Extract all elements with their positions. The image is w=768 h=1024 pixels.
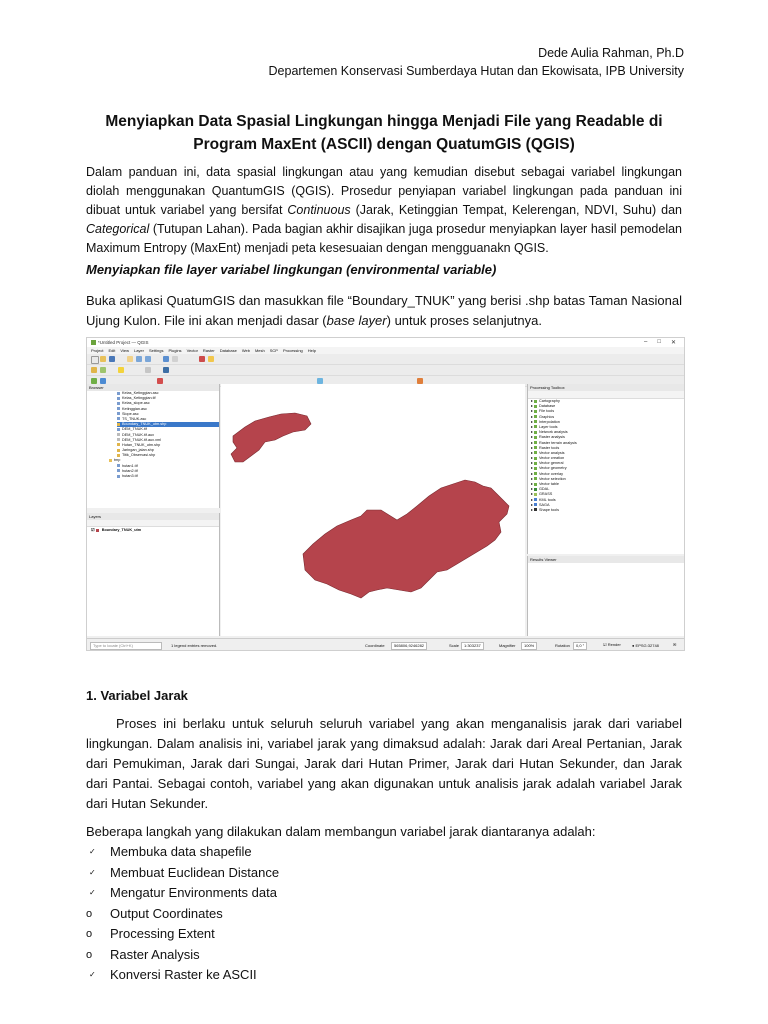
- coordinate-label: Coordinate: [365, 643, 385, 648]
- browser-item[interactable]: Hutan_TNUK_utm.shp: [117, 443, 219, 448]
- tool-group-icon: [534, 410, 537, 413]
- status-message: 1 legend entries removed.: [171, 643, 218, 648]
- raster-icon: [117, 397, 120, 400]
- tool-group-icon: [534, 431, 537, 434]
- toolbox-item[interactable]: ▸ Vector table: [531, 482, 560, 486]
- tool-group-icon: [534, 436, 537, 439]
- gdal-icon: [534, 488, 537, 491]
- kml-icon: [534, 498, 537, 501]
- toolbox-item[interactable]: ▸ Vector geometry: [531, 466, 567, 471]
- layer-symbol-icon: [96, 529, 99, 532]
- browser-item[interactable]: Slope.asc: [117, 412, 219, 417]
- qgis-window-title: *Untitled Project — QGIS: [98, 340, 149, 345]
- tool-group-icon: [534, 457, 537, 460]
- scale-label: Scale: [449, 643, 460, 648]
- toolbox-search[interactable]: [528, 391, 685, 399]
- tool-group-icon: [534, 425, 537, 428]
- step-text: Konversi Raster ke ASCII: [110, 967, 257, 982]
- close-icon[interactable]: ✕: [670, 340, 676, 346]
- save-project-icon[interactable]: [109, 356, 115, 362]
- browser-item[interactable]: Titik_Observasi.shp: [117, 453, 219, 458]
- toolbox-item[interactable]: ▸ Vector overlay: [531, 471, 564, 476]
- menu-database[interactable]: Database: [219, 348, 237, 353]
- list-item: [86, 904, 279, 925]
- select-icon[interactable]: [118, 367, 124, 373]
- browser-item[interactable]: TS_TNUK.asc: [117, 417, 219, 422]
- coordinate-value[interactable]: 565806,9246282: [391, 642, 427, 650]
- menu-web[interactable]: Web: [241, 348, 250, 353]
- folder-icon: [109, 459, 112, 462]
- toolbox-item[interactable]: ▸ GRASS: [531, 492, 553, 497]
- vector-icon: [117, 454, 120, 457]
- boundary-polygon-map: [221, 384, 525, 636]
- menu-mesh[interactable]: Mesh: [254, 348, 265, 353]
- title-line-1: Menyiapkan Data Spasial Lingkungan hingga Menjadi File yang Readable di: [105, 113, 663, 130]
- tool-group-icon: [534, 451, 537, 454]
- tool-group-icon: [534, 400, 537, 403]
- author-name: Dede Aulia Rahman, Ph.D: [538, 46, 684, 60]
- layer-item[interactable]: [87, 527, 219, 532]
- menu-view[interactable]: View: [120, 348, 129, 353]
- steps-intro: Beberapa langkah yang dilakukan dalam membangun variabel jarak diantaranya adalah:: [86, 824, 596, 839]
- list-item: [86, 924, 279, 945]
- browser-panel: [87, 384, 220, 508]
- intro-continuous: Continuous: [287, 203, 351, 217]
- step-text: Output Coordinates: [110, 905, 223, 921]
- step-text: Membuka data shapefile: [110, 844, 252, 859]
- tool-group-icon: [534, 446, 537, 449]
- minimize-icon[interactable]: –: [644, 339, 648, 345]
- raster-icon: [117, 428, 120, 431]
- processing-toolbox-panel: [527, 384, 685, 554]
- digitize-icon[interactable]: [100, 367, 106, 373]
- raster-icon: [117, 464, 120, 467]
- raster-icon: [117, 402, 120, 405]
- status-bar: [87, 638, 684, 651]
- raster-icon: [117, 407, 120, 410]
- intro-paragraph: [86, 163, 682, 258]
- layers-panel-title: Layers: [87, 513, 219, 520]
- list-item: [86, 965, 279, 986]
- toolbox-item[interactable]: ▸ Interpolation: [531, 419, 560, 424]
- checkmark-bullet-icon: ✓: [89, 847, 96, 856]
- file-icon: [117, 433, 120, 436]
- rotation-value[interactable]: 0,0 °: [573, 642, 587, 650]
- menu-layer[interactable]: Layer: [133, 348, 144, 353]
- menu-processing[interactable]: Processing: [282, 348, 303, 353]
- globe-icon: ●: [632, 643, 635, 648]
- intro-text-1: Dalam panduan ini, data spasial lingkungan atau yang kemudian disebut sebagai variabel lingkungan diolah menggunakan QuantumGIS (QGIS). Prosedur penyiapan variabel lingkungan pada panduan ini dibuat untuk variabel yang bersifat: [86, 165, 682, 217]
- tool-group-icon: [534, 467, 537, 470]
- browser-item[interactable]: DEM_TNUK.tif.aux: [117, 433, 219, 438]
- messages-icon[interactable]: ✉: [673, 642, 677, 647]
- layers-toolbar: [87, 520, 219, 527]
- open-project-icon[interactable]: [100, 356, 106, 362]
- step-text: Membuat Euclidean Distance: [110, 864, 280, 880]
- scale-value[interactable]: 1:303237: [461, 642, 484, 650]
- step-text: Processing Extent: [110, 926, 215, 941]
- section-1-paragraph: Proses ini berlaku untuk seluruh seluruh variabel yang akan menganalisis jarak dari variabel lingkungan. Dalam analisis ini, variabel jarak yang dimaksud adalah: Jarak dari Areal Pertanian, Jarak dari Pemukiman, Jarak dari Sungai, Jarak dari Hutan Primer, Jarak dari Hutan Sekunder, dan Jarak dari Pantai. Sebagai contoh, variabel yang akan digunakan untuk analisis jarak adalah variabel Jarak dari Hutan Sekunder.: [86, 716, 682, 811]
- vector-icon: [117, 443, 120, 446]
- browser-item-selected[interactable]: Boundary_TNUK_utm.shp: [117, 422, 219, 427]
- toolbox-item[interactable]: ▸ Shape tools: [531, 507, 560, 512]
- menu-scp[interactable]: SCP: [269, 348, 278, 353]
- peucang-island-polygon: [231, 413, 311, 462]
- toolbar-row-1: [87, 354, 684, 365]
- toolbox-item[interactable]: ▸ Cartography: [531, 399, 560, 403]
- pan-icon[interactable]: [127, 356, 133, 362]
- toolbox-item[interactable]: ▸ KML tools: [531, 497, 556, 502]
- toolbox-item[interactable]: ▸ Database: [531, 404, 556, 409]
- maximize-icon[interactable]: □: [657, 339, 661, 345]
- subheading: Menyiapkan file layer variabel lingkungan (environmental variable): [86, 262, 497, 277]
- open-file-text-1: Buka aplikasi QuatumGIS dan masukkan file “Boundary_TNUK” yang berisi .shp batas Taman Nasional Ujung Kulon. File ini akan menjadi dasar (: [86, 293, 682, 328]
- toolbox-item[interactable]: ▸ Raster terrain analysis: [531, 440, 577, 445]
- browser-item[interactable]: hutan3.tif: [117, 474, 219, 479]
- title-line-2: Program MaxEnt (ASCII) dengan QuatumGIS (QGIS): [193, 136, 575, 153]
- intro-categorical: Categorical: [86, 222, 150, 236]
- new-project-icon[interactable]: [91, 356, 99, 364]
- menu-raster[interactable]: Raster: [202, 348, 215, 353]
- step-text: Mengatur Environments data: [110, 885, 277, 900]
- checkbox-checked-icon[interactable]: ☑: [91, 527, 95, 532]
- toolbox-item[interactable]: ▸ Vector general: [531, 461, 564, 466]
- list-item: [86, 945, 279, 966]
- tool-group-icon: [534, 405, 537, 408]
- sum-icon[interactable]: [199, 356, 205, 362]
- locator-search-input[interactable]: Type to locate (Ctrl+K): [90, 642, 162, 650]
- tool-group-icon: [534, 483, 537, 486]
- section-1-heading: 1. Variabel Jarak: [86, 688, 188, 703]
- tool-group-icon: [534, 415, 537, 418]
- ujung-kulon-peninsula-polygon: [303, 480, 509, 598]
- qgis-logo-icon: [91, 340, 96, 345]
- toolbox-item[interactable]: ▸ Layer tools: [531, 424, 558, 429]
- browser-folder[interactable]: tmp: [109, 458, 219, 463]
- shape-tools-icon: [534, 508, 537, 511]
- python-icon[interactable]: [163, 367, 169, 373]
- tool-group-icon: [534, 420, 537, 423]
- raster-icon: [117, 412, 120, 415]
- toolbox-item[interactable]: ▸ Vector creation: [531, 456, 565, 461]
- open-file-base-layer: base layer: [326, 313, 387, 328]
- browser-item[interactable]: Kelas_Ketinggian.asc: [117, 391, 219, 396]
- toolbox-item[interactable]: ▸ GDAL: [531, 487, 550, 492]
- toolbox-item[interactable]: ▸ Vector selection: [531, 476, 566, 481]
- browser-tree: [87, 391, 219, 479]
- raster-icon: [117, 417, 120, 420]
- intro-text-3: (Tutupan Lahan). Pada bagian akhir disajikan juga prosedur menyiapkan layer hasil pemodelan Maximum Entropy (MaxEnt) menjadi peta kesesuaian dengan mengguanakn QGIS.: [86, 222, 682, 255]
- zoom-out-icon[interactable]: [145, 356, 151, 362]
- vector-icon: [117, 423, 120, 426]
- zoom-in-icon[interactable]: [136, 356, 142, 362]
- label-icon[interactable]: [145, 367, 151, 373]
- browser-item[interactable]: hutan2.tif: [117, 469, 219, 474]
- toolbar-row-2: [87, 365, 684, 376]
- layers-panel: [87, 513, 220, 636]
- tool-group-icon: [534, 462, 537, 465]
- browser-item[interactable]: Ketinggian.asc: [117, 407, 219, 412]
- open-file-text-2: ) untuk proses selanjutnya.: [386, 313, 542, 328]
- checkmark-bullet-icon: ✓: [89, 867, 96, 877]
- tool-group-icon: [534, 441, 537, 444]
- render-checkbox[interactable]: ☑ Render: [603, 642, 621, 647]
- circle-bullet-icon: o: [86, 907, 93, 920]
- author-affiliation: Departemen Konservasi Sumberdaya Hutan dan Ekowisata, IPB University: [268, 64, 684, 78]
- list-item: [86, 842, 279, 863]
- qgis-menubar: [87, 347, 684, 354]
- toolbox-item[interactable]: ▸ File tools: [531, 409, 555, 414]
- toolbox-item[interactable]: ▸ Raster analysis: [531, 435, 565, 440]
- toolbox-item[interactable]: ▸ Graphics: [531, 414, 555, 419]
- checkmark-bullet-icon: ✓: [89, 970, 96, 979]
- browser-item[interactable]: DEM_TNUK.tif.aux.xml: [117, 438, 219, 443]
- raster-icon: [117, 475, 120, 478]
- toolbox-item[interactable]: ▸ Network analysis: [531, 430, 568, 435]
- results-viewer-panel: [527, 556, 685, 636]
- map-tips-icon[interactable]: [208, 356, 214, 362]
- tool-group-icon: [534, 477, 537, 480]
- layer-name: Boundary_TNUK_utm: [101, 528, 142, 532]
- browser-item[interactable]: DEM_TNUK.tif: [117, 427, 219, 432]
- measure-icon[interactable]: [172, 356, 178, 362]
- browser-item[interactable]: Kelas_Ketinggian.tif: [117, 396, 219, 401]
- menu-vector[interactable]: Vector: [186, 348, 198, 353]
- browser-panel-title: Browser: [87, 384, 219, 391]
- saga-icon: [534, 503, 537, 506]
- rotation-label: Rotation: [555, 643, 570, 648]
- toolbox-item[interactable]: ▸ Vector analysis: [531, 450, 565, 455]
- map-canvas[interactable]: [221, 384, 525, 636]
- grass-icon: [534, 493, 537, 496]
- circle-bullet-icon: o: [86, 948, 93, 961]
- menu-settings[interactable]: Settings: [148, 348, 164, 353]
- step-text: Raster Analysis: [110, 946, 200, 962]
- menu-plugins[interactable]: Plugins: [168, 348, 182, 353]
- qgis-screenshot: [86, 337, 685, 651]
- steps-list: [86, 842, 279, 986]
- raster-icon: [117, 392, 120, 395]
- crs-button[interactable]: ● EPSG:32748: [632, 643, 659, 648]
- magnifier-label: Magnifier: [499, 643, 516, 648]
- list-item: [86, 883, 279, 904]
- tool-group-icon: [534, 472, 537, 475]
- toolbox-title: Processing Toolbox: [528, 384, 685, 391]
- results-viewer-title: Results Viewer: [528, 556, 685, 563]
- menu-edit[interactable]: Edit: [108, 348, 116, 353]
- menu-help[interactable]: Help: [307, 348, 317, 353]
- toolbox-tree: [528, 399, 685, 513]
- browser-item[interactable]: hutan1.tif: [117, 464, 219, 469]
- browser-item[interactable]: Kelas_slope.asc: [117, 401, 219, 406]
- raster-icon: [117, 469, 120, 472]
- magnifier-value[interactable]: 100%: [521, 642, 537, 650]
- list-item: [86, 863, 279, 884]
- circle-bullet-icon: o: [86, 928, 93, 940]
- toolbox-item[interactable]: ▸ SAGA: [531, 502, 550, 507]
- open-file-paragraph: [86, 291, 682, 331]
- document-title: [86, 110, 682, 156]
- author-block: [269, 44, 684, 80]
- checkmark-bullet-icon: ✓: [89, 888, 96, 897]
- browser-item[interactable]: Jaringan_jalan.shp: [117, 448, 219, 453]
- menu-project[interactable]: Project: [91, 348, 104, 353]
- edit-icon[interactable]: [91, 367, 97, 373]
- qgis-titlebar: [87, 338, 684, 347]
- intro-text-2: (Jarak, Ketinggian Tempat, Kelerengan, NDVI, Suhu) dan: [350, 203, 682, 217]
- file-icon: [117, 438, 120, 441]
- identify-icon[interactable]: [163, 356, 169, 362]
- vector-icon: [117, 449, 120, 452]
- toolbox-item[interactable]: ▸ Raster tools: [531, 445, 560, 450]
